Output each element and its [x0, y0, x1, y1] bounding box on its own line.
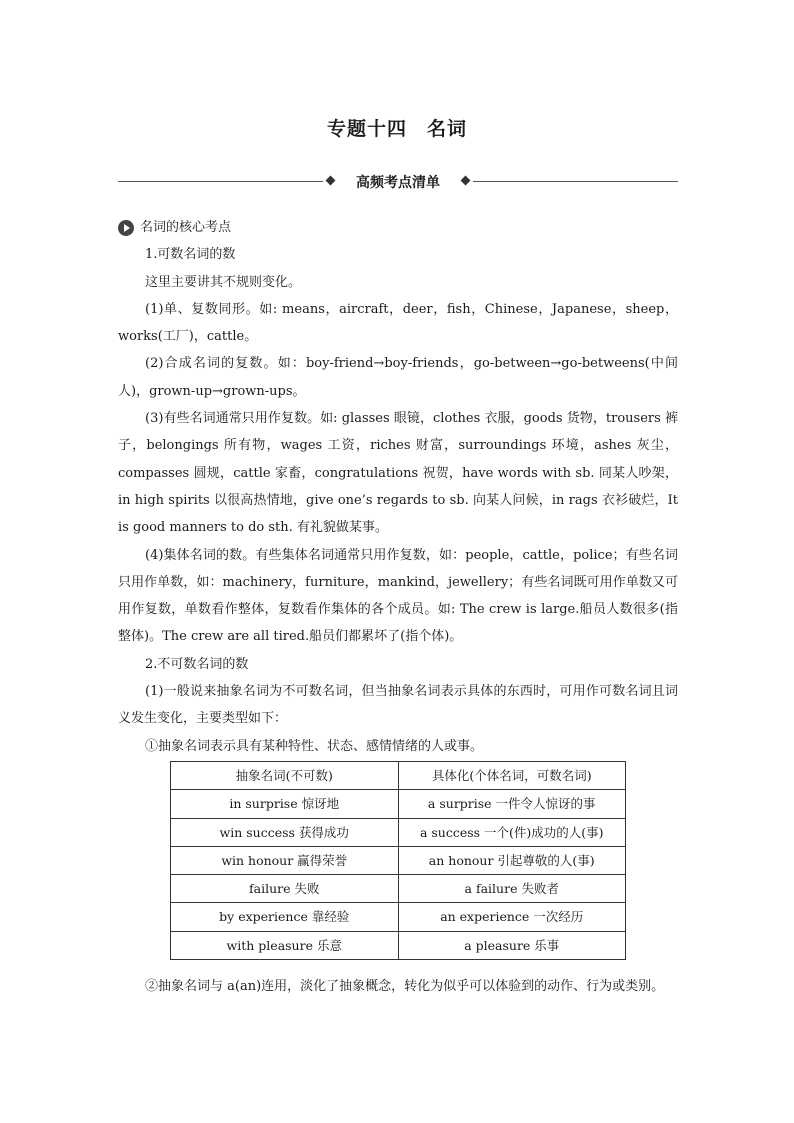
table-cell: a success 一个(件)成功的人(事) [398, 818, 626, 846]
table-row [171, 846, 626, 874]
table-row [171, 903, 626, 931]
paragraph: (3)有些名词通常只用作复数。如: glasses 眼镜，clothes 衣服，goods 货物，trousers 裤子，belongings 所有物，wages 工资，riches 财富，surroundings 环境，ashes 灰尘，compasses 圆规，cattle 家畜，congratulations 祝贺，have words with sb. 同某人吵架，in high spirits 以很高热情地，give one’s regards to sb. 向某人问候，in rags 衣衫破烂，It is good manners to do sth. 有礼貌做某事。 [118, 411, 678, 536]
topic-heading-text: 名词的核心考点 [140, 220, 232, 235]
table-cell: a surprise 一件令人惊讶的事 [398, 790, 626, 818]
subheading-countable: 1.可数名词的数 [145, 247, 236, 263]
table-cell: win honour 赢得荣誉 [171, 846, 399, 874]
topic-heading [118, 214, 678, 241]
table-cell: a failure 失败者 [398, 875, 626, 903]
table-row [171, 931, 626, 959]
paragraph: ①抽象名词表示具有某种特性、状态、感情情绪的人或事。 [145, 738, 484, 754]
table-header-row [171, 761, 626, 789]
table-cell: an experience 一次经历 [398, 903, 626, 931]
table-cell: failure 失败 [171, 875, 399, 903]
table-header-cell: 抽象名词(不可数) [171, 761, 399, 789]
document-body [118, 214, 678, 1000]
play-icon [118, 220, 134, 236]
table-cell: by experience 靠经验 [171, 903, 399, 931]
divider-line-right [473, 181, 678, 182]
abstract-noun-table [170, 761, 626, 960]
table-cell: an honour 引起尊敬的人(事) [398, 846, 626, 874]
paragraph: 这里主要讲其不规则变化。 [145, 274, 302, 290]
paragraph: (4)集体名词的数。有些集体名词通常只用作复数，如：people，cattle，police；有些名词只用作单数，如：machinery，furniture，mankind，jewellery；有些名词既可用作单数又可用作复数，单数看作整体，复数看作集体的各个成员。如: The crew is large.船员人数很多(指整体)。The crew are all tired.船员们都累坏了(指个体)。 [118, 547, 678, 645]
table-row [171, 790, 626, 818]
table-row [171, 875, 626, 903]
section-divider [118, 170, 678, 192]
table-cell: a pleasure 乐事 [398, 931, 626, 959]
table-row [171, 818, 626, 846]
paragraph: (2)合成名词的复数。如：boy-friend→boy-friends，go-between→go-betweens(中间人)，grown-up→grown-ups。 [118, 356, 678, 399]
table-header-cell: 具体化(个体名词，可数名词) [398, 761, 626, 789]
paragraph: (1)单、复数同形。如: means，aircraft，deer，fish，Chinese，Japanese，sheep，works(工厂)，cattle。 [118, 301, 678, 345]
section-label: 高频考点清单 [356, 175, 440, 191]
table-cell: with pleasure 乐意 [171, 931, 399, 959]
paragraph: ②抽象名词与 a(an)连用，淡化了抽象概念，转化为似乎可以体验到的动作、行为或类别。 [145, 979, 665, 995]
subheading-uncountable: 2.不可数名词的数 [145, 656, 249, 672]
paragraph: (1)一般说来抽象名词为不可数名词，但当抽象名词表示具体的东西时，可用作可数名词且词义发生变化，主要类型如下： [118, 684, 678, 727]
table-cell: win success 获得成功 [171, 818, 399, 846]
page-title: 专题十四 名词 [326, 118, 467, 140]
table-cell: in surprise 惊讶地 [171, 790, 399, 818]
